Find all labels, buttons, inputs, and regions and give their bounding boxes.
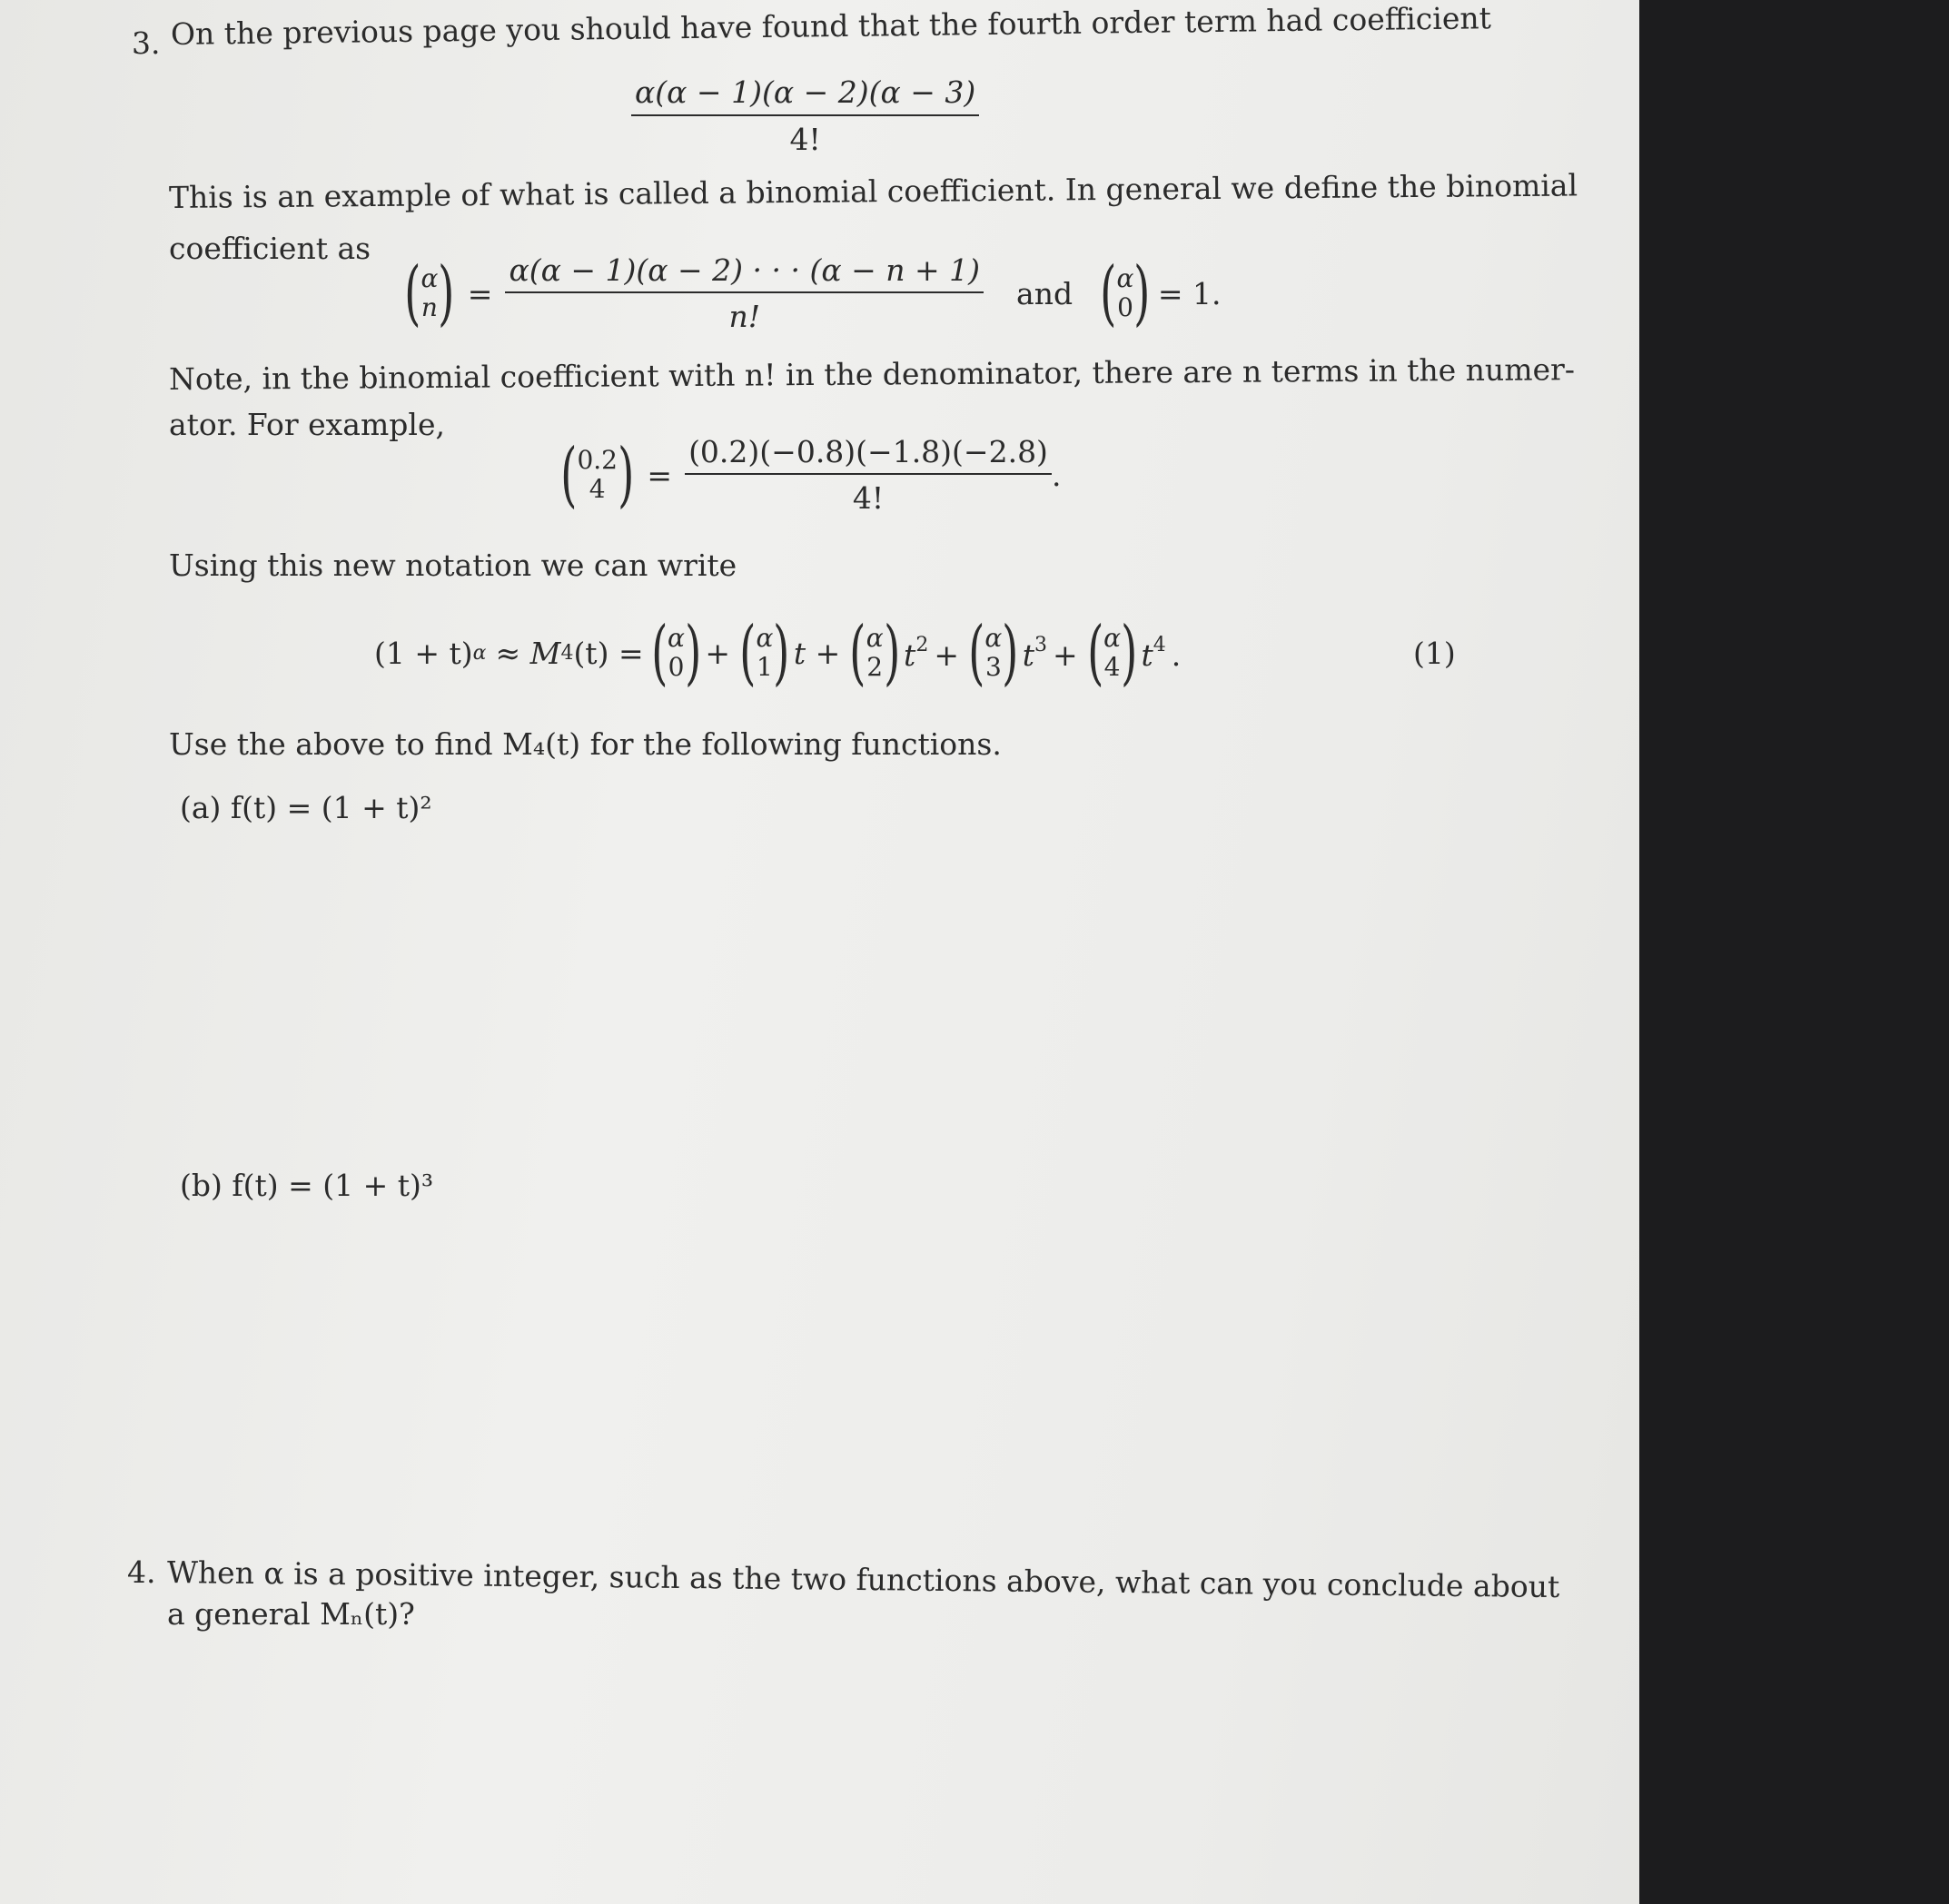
question-3-number: 3.	[132, 25, 161, 61]
use-above-text: Use the above to find M₄(t) for the following functions.	[169, 726, 1002, 762]
binom-bottom: 4	[1103, 652, 1121, 682]
question-3-intro: On the previous page you should have found that the fourth order term had coefficient	[170, 0, 1492, 52]
eq-lhs-exponent: α	[472, 641, 487, 665]
period: .	[1051, 457, 1062, 493]
term-suffix: t +	[793, 635, 841, 671]
binomial-0.2-4: ( 0.2 4 )	[560, 434, 635, 516]
binomial-alpha-n: ( α n )	[404, 252, 455, 334]
binom-top: 0.2	[577, 445, 618, 475]
binomial-term: ( α 0 )	[650, 612, 702, 694]
dark-background	[1639, 0, 1949, 1904]
binom-bottom: 0	[1117, 292, 1133, 322]
binom-top: α	[1103, 623, 1122, 653]
binomial-definition	[404, 252, 1222, 334]
binom-top: α	[420, 263, 439, 293]
binom-top: α	[756, 623, 774, 653]
question-4-number: 4.	[127, 1554, 156, 1590]
term-exponent: 3	[1034, 633, 1048, 656]
term-operator: .	[1171, 636, 1182, 673]
example-fraction	[685, 434, 1052, 516]
binomial-paragraph-line2: coefficient as	[169, 231, 371, 266]
binom-bottom: 4	[589, 474, 606, 504]
binomial-term: ( α 3 )	[968, 612, 1019, 694]
equals-sign: =	[647, 457, 673, 493]
term-exponent: 4	[1153, 633, 1166, 656]
definition-fraction	[505, 252, 984, 334]
example-numerator: (0.2)(−0.8)(−1.8)(−2.8)	[685, 434, 1052, 475]
binomial-alpha-0: ( α 0 )	[1100, 252, 1151, 334]
binom-top: α	[1116, 263, 1134, 293]
term-exponent: 2	[915, 633, 929, 656]
binom-top: α	[866, 623, 884, 653]
coefficient-numerator: α(α − 1)(α − 2)(α − 3)	[631, 74, 979, 116]
term-operator: +	[1053, 636, 1078, 673]
eq-terms	[650, 612, 1191, 694]
part-b: (b) f(t) = (1 + t)³	[180, 1168, 434, 1203]
question-4-line1: When α is a positive integer, such as the two functions above, what can you conclude about	[166, 1554, 1560, 1605]
eq-lhs: (1 + t)	[374, 635, 473, 671]
example-denominator: 4!	[852, 480, 885, 516]
term-operator: +	[934, 636, 959, 673]
binom-bottom: n	[420, 292, 438, 322]
binomial-paragraph-line1: This is an example of what is called a binomial coefficient. In general we define the binomial	[168, 167, 1578, 215]
part-a: (a) f(t) = (1 + t)²	[180, 790, 432, 825]
definition-denominator: n!	[728, 299, 760, 334]
eq-subscript: 4	[560, 641, 574, 665]
and-word: and	[1016, 275, 1073, 311]
binomial-example	[560, 434, 1061, 516]
binom-bottom: 3	[984, 652, 1002, 682]
equals-sign: =	[467, 275, 493, 311]
coefficient-denominator: 4!	[789, 122, 821, 157]
eq-approx: ≈ M	[495, 635, 561, 671]
binom-bottom: 0	[668, 652, 685, 682]
binom-top: α	[984, 623, 1003, 653]
term-suffix: $t^2$ +	[904, 633, 959, 673]
eq-t: (t) =	[573, 635, 644, 671]
binomial-term: ( α 4 )	[1086, 612, 1138, 694]
question-4-line2: a general Mₙ(t)?	[167, 1596, 415, 1632]
term-suffix: $t^3$ +	[1022, 633, 1078, 673]
binomial-term: ( α 2 )	[849, 612, 900, 694]
equation-number: (1)	[1413, 636, 1456, 671]
fourth-order-coefficient	[631, 74, 979, 158]
binom-top: α	[668, 623, 685, 653]
taylor-approximation-equation	[374, 612, 1190, 694]
binom-bottom: 1	[757, 652, 773, 682]
binomial-term: ( α 1 )	[739, 612, 790, 694]
term-suffix: $t^4$ .	[1141, 633, 1182, 673]
note-line1: Note, in the binomial coefficient with n! in the denominator, there are n terms in the numer-	[168, 351, 1576, 397]
using-notation-text: Using this new notation we can write	[169, 548, 737, 583]
note-line2: ator. For example,	[169, 407, 445, 442]
equals-one: = 1.	[1157, 275, 1222, 311]
term-suffix: +	[705, 635, 731, 671]
binom-bottom: 2	[866, 652, 884, 682]
definition-numerator: α(α − 1)(α − 2) · · · (α − n + 1)	[505, 252, 984, 293]
